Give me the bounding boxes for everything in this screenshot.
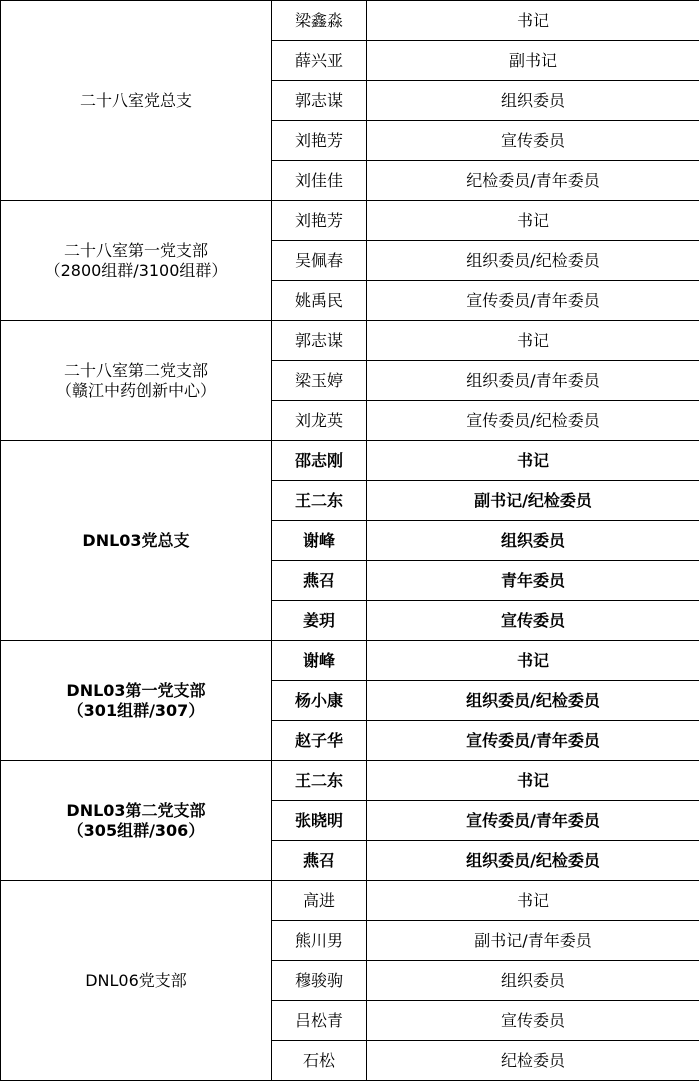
member-name-cell: 郭志谋 — [272, 81, 367, 121]
member-role-cell: 书记 — [367, 441, 699, 481]
member-role-cell: 纪检委员 — [367, 1041, 699, 1081]
member-name-cell: 杨小康 — [272, 681, 367, 721]
member-name-cell: 姜玥 — [272, 601, 367, 641]
org-unit-cell — [1, 321, 272, 441]
member-name-cell: 熊川男 — [272, 921, 367, 961]
committee-table-body — [1, 1, 699, 1081]
org-unit-name: （赣江中药创新中心） — [55, 380, 216, 400]
member-name-cell: 薛兴亚 — [272, 41, 367, 81]
org-unit-name: （301组群/307） — [67, 700, 205, 720]
member-role-cell: 组织委员/纪检委员 — [367, 841, 699, 881]
org-unit-name: 二十八室第二党支部 — [63, 360, 208, 380]
member-role-cell: 副书记/纪检委员 — [367, 481, 699, 521]
member-role-cell: 副书记 — [367, 41, 699, 81]
member-name-cell: 燕召 — [272, 561, 367, 601]
table-row — [1, 761, 699, 801]
member-role-cell: 书记 — [367, 641, 699, 681]
org-unit-name: 二十八室第一党支部 — [63, 240, 208, 260]
member-role-cell: 宣传委员 — [367, 1001, 699, 1041]
member-role-cell: 宣传委员/青年委员 — [367, 721, 699, 761]
org-unit-name: （2800组群/3100组群） — [44, 260, 228, 280]
member-role-cell: 组织委员 — [367, 81, 699, 121]
member-role-cell: 青年委员 — [367, 561, 699, 601]
member-name-cell: 梁玉婷 — [272, 361, 367, 401]
table-row — [1, 441, 699, 481]
org-unit-cell — [1, 441, 272, 641]
org-unit-name: 二十八室党总支 — [79, 90, 192, 110]
member-name-cell: 石松 — [272, 1041, 367, 1081]
member-role-cell: 组织委员 — [367, 521, 699, 561]
member-role-cell: 书记 — [367, 201, 699, 241]
org-unit-name: DNL03第一党支部 — [66, 680, 206, 700]
org-unit-name: （305组群/306） — [67, 820, 205, 840]
member-role-cell: 书记 — [367, 321, 699, 361]
member-name-cell: 张晓明 — [272, 801, 367, 841]
member-name-cell: 穆骏驹 — [272, 961, 367, 1001]
member-name-cell: 赵子华 — [272, 721, 367, 761]
member-name-cell: 吕松青 — [272, 1001, 367, 1041]
org-unit-name: DNL03党总支 — [82, 530, 190, 550]
member-name-cell: 姚禹民 — [272, 281, 367, 321]
member-name-cell: 王二东 — [272, 761, 367, 801]
org-unit-cell — [1, 641, 272, 761]
member-name-cell: 刘艳芳 — [272, 121, 367, 161]
table-row — [1, 1, 699, 41]
org-unit-name: DNL03第二党支部 — [66, 800, 206, 820]
member-role-cell: 宣传委员 — [367, 121, 699, 161]
member-name-cell: 谢峰 — [272, 521, 367, 561]
member-name-cell: 郭志谋 — [272, 321, 367, 361]
member-role-cell: 书记 — [367, 761, 699, 801]
table-row — [1, 201, 699, 241]
member-role-cell: 宣传委员/青年委员 — [367, 801, 699, 841]
table-row — [1, 641, 699, 681]
org-unit-cell — [1, 1, 272, 201]
member-name-cell: 邵志刚 — [272, 441, 367, 481]
member-role-cell: 宣传委员/纪检委员 — [367, 401, 699, 441]
member-name-cell: 谢峰 — [272, 641, 367, 681]
member-role-cell: 组织委员 — [367, 961, 699, 1001]
member-role-cell: 宣传委员/青年委员 — [367, 281, 699, 321]
member-role-cell: 书记 — [367, 881, 699, 921]
member-name-cell: 吴佩春 — [272, 241, 367, 281]
member-role-cell: 组织委员/纪检委员 — [367, 681, 699, 721]
member-role-cell: 宣传委员 — [367, 601, 699, 641]
member-role-cell: 书记 — [367, 1, 699, 41]
table-row — [1, 321, 699, 361]
member-role-cell: 纪检委员/青年委员 — [367, 161, 699, 201]
org-unit-cell — [1, 881, 272, 1081]
member-name-cell: 刘艳芳 — [272, 201, 367, 241]
org-unit-cell — [1, 761, 272, 881]
org-unit-name: DNL06党支部 — [85, 970, 187, 990]
member-name-cell: 王二东 — [272, 481, 367, 521]
member-name-cell: 刘佳佳 — [272, 161, 367, 201]
member-role-cell: 组织委员/纪检委员 — [367, 241, 699, 281]
member-name-cell: 燕召 — [272, 841, 367, 881]
member-role-cell: 副书记/青年委员 — [367, 921, 699, 961]
org-unit-cell — [1, 201, 272, 321]
member-name-cell: 刘龙英 — [272, 401, 367, 441]
member-role-cell: 组织委员/青年委员 — [367, 361, 699, 401]
member-name-cell: 梁鑫淼 — [272, 1, 367, 41]
table-row — [1, 881, 699, 921]
member-name-cell: 高进 — [272, 881, 367, 921]
